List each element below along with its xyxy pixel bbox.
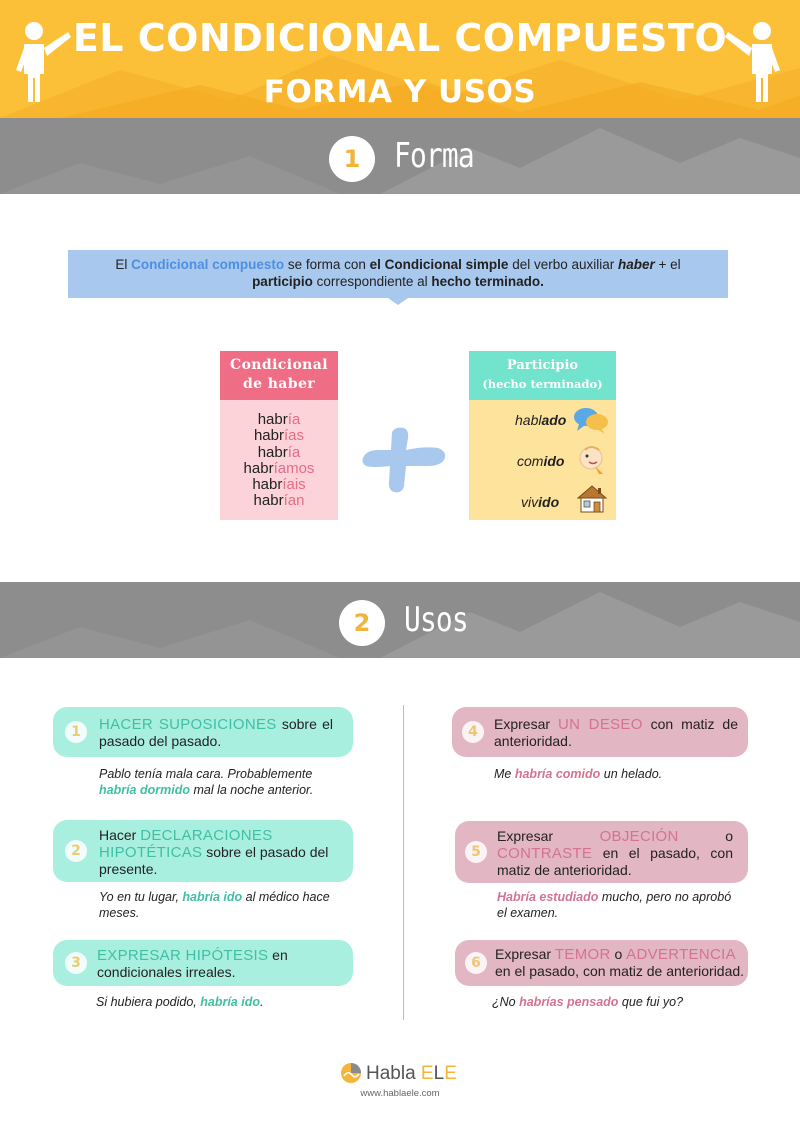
uso-example-6: ¿No habrías pensado que fui yo? [492,995,684,1009]
section-usos-band [0,582,800,658]
section-number-badge: 1 [329,136,375,182]
band-mountains-decoration [0,582,800,658]
uso-card-6 [455,940,748,986]
uso-card-5 [455,821,748,883]
plus-sign-icon [362,426,448,496]
uso-number-badge: 4 [462,721,484,743]
website-url[interactable]: www.hablaele.com [360,1088,440,1099]
participio-list [469,400,616,520]
uso-description: Hacer DECLARACIONES HIPOTÉTICAS sobre el pasado del presente. [99,827,329,877]
uso-example-5: Habría estudiado mucho, pero no aprobó el examen. [497,890,732,920]
uso-description: Expresar OBJECIÓN o CONTRASTE en el pasado, con matiz de anterioridad. [497,828,733,878]
header-banner [0,0,800,118]
participio-row: vivido [521,494,560,510]
uso-example-2: Yo en tu lugar, habría ido al médico hace meses. [99,890,330,920]
brand-logo-text: Habla ELE [366,1063,457,1084]
uso-number-badge: 1 [65,721,87,743]
uso-description: EXPRESAR HIPÓTESIS en condicionales irreales. [97,947,288,980]
haber-conjugation-list [220,400,338,520]
conjugation-row: habríamos [243,459,315,477]
uso-description: HACER SUPOSICIONES sobre el pasado del pasado. [99,716,333,749]
page-subtitle: FORMA Y USOS [263,74,537,110]
uso-card-3 [53,940,353,986]
section-title: Usos [404,600,468,640]
conjugation-row: habríais [252,476,306,494]
participio-row: comido [517,453,565,469]
column-divider [403,705,404,1020]
uso-example-1: Pablo tenía mala cara. Probablemente habría dormido mal la noche anterior. [99,767,314,797]
uso-description: Expresar UN DESEO con matiz de anterioridad. [494,716,739,749]
definition-box [68,250,728,298]
term-highlight: Condicional compuesto [131,257,285,272]
conjugation-row: habría [257,443,301,461]
participio-row: hablado [515,412,567,428]
haber-table-header: Condicional de haber [220,351,338,400]
uso-card-2 [53,820,353,882]
conjugation-row: habrían [253,492,305,510]
house-icon [576,484,608,514]
participio-table-header: Participio (hecho terminado) [469,351,616,400]
eating-face-icon [577,444,607,476]
uso-description: Expresar TEMOR o ADVERTENCIA en el pasado, con matiz de anterioridad. [495,946,745,979]
definition-text: El Condicional compuesto se forma con el Condicional simple del verbo auxiliar haber + el participio correspondiente al hecho terminado. [115,257,681,289]
uso-example-4: Me habría comido un helado. [494,767,663,781]
uso-number-badge: 3 [65,952,87,974]
uso-number-badge: 6 [465,952,487,974]
section-title: Forma [394,136,474,176]
uso-number-badge: 5 [465,841,487,863]
uso-example-3: Si hubiera podido, habría ido. [96,995,264,1009]
section-number-badge: 2 [339,600,385,646]
speech-bubbles-icon [573,406,609,436]
page-title: EL CONDICIONAL COMPUESTO [72,16,728,60]
uso-card-1 [53,707,353,757]
conjugation-row: habrías [253,427,305,445]
uso-card-4 [452,707,748,757]
conjugation-row: habría [257,411,301,428]
uso-number-badge: 2 [65,840,87,862]
habla-ele-logo-icon [340,1062,362,1084]
section-forma-band [0,118,800,194]
